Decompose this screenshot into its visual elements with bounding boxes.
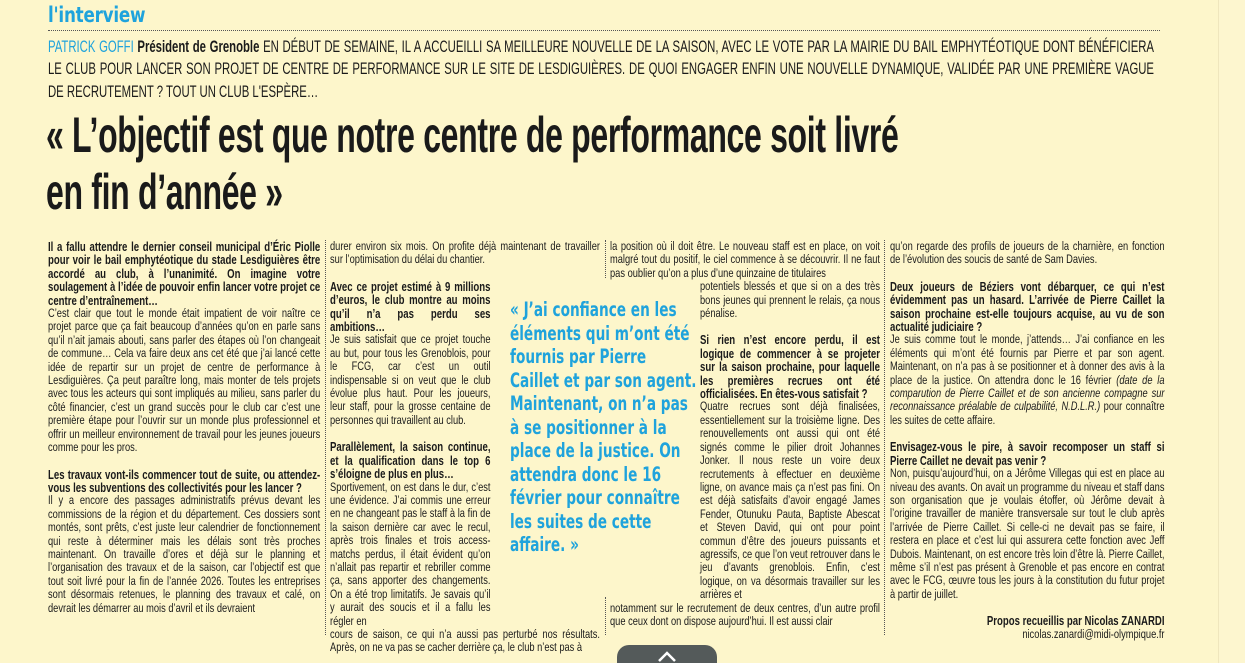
- column-divider: [884, 240, 885, 635]
- paragraph-text: Les travaux vont-ils commencer tout de suite, ou attendez-vous les subventions des collectivités pour les lancer ?: [48, 466, 321, 495]
- column-divider: [605, 597, 606, 635]
- column-2-middle-upper: [330, 280, 491, 427]
- paragraph-text: Quatre recrues sont déjà finalisées, essentiellement sur la troisième ligne. Des renouvellements ont aussi qui ont été signés comme le pilier droit Johannes Jonker. Il nous reste un voire deux recrutements à effectuer en deuxième ligne, on avance mais ça n’est pas fini. On est déjà satisfaits d’avoir engagé James Fender, Otunuku Pauta, Baptiste Abescat et Steven David, qui ont pour point commun d’être des joueurs puissants et agressifs, ce que l’on veut retrouver dans le jeu d’avants grenoblois. Enfin, c’est logique, on va désormais travailler sur les arrières et: [700, 399, 880, 602]
- interview-answer: [48, 494, 320, 615]
- interview-question: [890, 440, 1165, 467]
- column-3-top: [610, 240, 880, 280]
- interview-answer: [610, 240, 880, 280]
- paragraph-text: Propos recueillis par Nicolas ZANARDI: [986, 613, 1165, 629]
- paragraph-text: nicolas.zanardi@midi-olympique.fr: [1022, 626, 1165, 641]
- column-divider: [325, 240, 326, 635]
- column-2-bottom: [330, 628, 600, 655]
- paragraph-text: notamment sur le recrutement de deux centres, d’un autre profil que ceux dont on dispose aujourd’hui. Il est aussi clair: [610, 600, 880, 628]
- interview-question: [48, 240, 320, 307]
- interview-answer: [700, 400, 880, 601]
- headline-line-1: « L’objectif est que notre centre de performance soit livré: [46, 106, 899, 163]
- paragraph-text: Je suis satisfait que ce projet touche au but, pour tous les Grenoblois, pour le FCG, car c’est un outil indispensable si on veut que le club évolue plus haut. Pour les joueurs, leur staff, pour la grosse centaine de personnes qui travaillent au club.: [330, 332, 491, 427]
- interview-answer: [330, 240, 600, 267]
- interview-question: [330, 280, 491, 334]
- interviewee-role: Président de Grenoble: [137, 38, 260, 56]
- column-3-bottom: [610, 602, 880, 629]
- author-email: [890, 628, 1165, 641]
- paragraph-text: cours de saison, ce qui n’a aussi pas perturbé nos résultats. Après, on ne va pas se cacher derrière ça, le club n’est pas à: [330, 626, 600, 655]
- interview-question: [48, 468, 320, 495]
- column-divider: [605, 240, 606, 278]
- column-2-middle: [330, 280, 491, 628]
- column-4: [890, 240, 1165, 641]
- paragraph-text: Je suis comme tout le monde, j’attends… J’ai confiance en les éléments qui m’ont été fournis par Pierre et par son agent. Maintenant, on n’a pas à se positionner et à donner des avis à la place de la justice. On attendra donc le 16 février: [890, 332, 1165, 387]
- interview-question: [700, 333, 880, 400]
- column-2-top: [330, 240, 600, 267]
- section-kicker: l'interview: [48, 3, 146, 27]
- paragraph-text: C’est clair que tout le monde était impatient de voir naître ce projet parce que ça fait beaucoup d’années qu’on en parle sans qu’il n’ait jamais abouti, sans parler des étapes où l’on changeait de commune… Cela va faire deux ans cet été que j’ai lancé cette idée de repartir sur un projet de centre de performance à Lesdiguières. Ça peut paraître long, mais monter de tels projets avec tous les acteurs qui sont impliqués au milieu, sans parler du côté financier, c’est un grand succès pour le club car c’est une première étape pour l’ouvrir sur un monde plus professionnel et offrir un meilleur environnement de travail pour les jeunes joueurs comme pour les pros.: [48, 306, 321, 455]
- paragraph-text: pour connaître les suites de cette affaire.: [890, 399, 1165, 427]
- intro-text: EN DÉBUT DE SEMAINE, IL A ACCUEILLI SA MEILLEURE NOUVELLE DE LA SAISON, AVEC LE VOTE PAR LA MAIRIE DU BAIL EMPHYTÉOTIQUE DONT BÉNÉFICIERA LE CLUB POUR LANCER SON PROJET DE CENTRE DE PERFORMANCE SUR LE SITE DE LESDIGUIÈRES. DE QUOI ENGAGER ENFIN UNE NOUVELLE DYNAMIQUE, VALIDÉE PAR UNE PREMIÈRE VAGUE DE RECRUTEMENT ? TOUT UN CLUB L'ESPÈRE…: [48, 38, 1154, 101]
- header-divider: [48, 30, 1160, 31]
- paragraph-text: Il y a encore des passages administratifs prévus devant les commissions de la région et du département. Ces dossiers sont montés, sont prêts, c’est juste leur calendrier de fonctionnement qui reste à déterminer mais les délais sont très proches maintenant. On travaille d’ores et déjà sur le planning et l’organisation des travaux et de la saison, car l’objectif est que tout soit livré pour la fin de l’année 2026. Toutes les entreprises sont désormais retenues, le planning des travaux et calé, on devrait les démarrer au mois d’avril et ils devraient: [48, 493, 321, 615]
- paragraph-text: Il a fallu attendre le dernier conseil municipal d’Éric Piolle pour voir le bail emphytéotique du stade Lesdiguières être accordé au club, à l’unanimité. On imagine votre soulagement à l’idée de pouvoir enfin lancer votre projet ce centre d’entraînement…: [48, 239, 321, 308]
- headline-line-2: en fin d’année »: [46, 163, 283, 220]
- paragraph-text: Sportivement, on est dans le dur, c’est une évidence. J’ai commis une erreur en ne changeant pas le staff à la fin de la saison dernière car avec le recul, après trois finales et trois access-matchs perdus, il était évident qu’on n’allait pas repartir et rebriller comme ça, sans apporter des changements. On a été trop limitatifs. Je savais qu’il y aurait des soucis et il a fallu les régler en: [330, 479, 491, 628]
- interview-answer: [890, 467, 1165, 601]
- column-1-text: [48, 240, 320, 615]
- column-1: [48, 240, 320, 615]
- paragraph-text: potentiels blessés et que si on a des très bons jeunes qui prennent le relais, ça nous pénalise.: [700, 279, 880, 321]
- byline: [890, 614, 1165, 627]
- intro-standfirst: [48, 36, 1154, 103]
- interview-answer: [700, 280, 880, 320]
- scroll-up-button[interactable]: [617, 645, 717, 663]
- paragraph-text: Avec ce projet estimé à 9 millions d’euros, le club montre au moins qu’il n’a pas perdu ses ambitions…: [330, 278, 491, 335]
- column-4-text: [890, 240, 1165, 641]
- chevron-up-icon: [657, 650, 677, 662]
- paragraph-text: Parallèlement, la saison continue, et la qualification dans le top 6 s’éloigne de plus en plus…: [330, 439, 491, 482]
- page-edge: [1218, 0, 1245, 663]
- paragraph-text: Non, puisqu’aujourd’hui, on a Jérôme Villegas qui est en place au niveau des avants. On avait un programme du niveau et staff dans son organisation que je voulais étoffer, où Jérôme devait à l’origine travailler de manière transversale sur tout le club après l’arrivée de Pierre Caillet. Si celle-ci ne devait pas se faire, il restera en place et c’est lui qui assurera cette fonction avec Jeff Dubois. Maintenant, on est encore très loin d’être là. Pierre Caillet, même s’il n’est pas présent à Grenoble et pas encore en contrat avec le FCG, œuvre tous les jours à la constitution du futur projet à partir de juillet.: [890, 466, 1165, 601]
- interview-answer: [48, 307, 320, 454]
- interviewee-name: PATRICK GOFFI: [48, 38, 134, 56]
- paragraph-text: la position où il doit être. Le nouveau staff est en place, on voit malgré tout du positif, le ciel commence à se découvrir. Il ne faut pas oublier qu’on a plus d’une quinzaine de titulaires: [610, 239, 880, 280]
- column-3: [610, 240, 880, 628]
- column-3-middle: [700, 280, 880, 601]
- paragraph-text: durer environ six mois. On profite déjà maintenant de travailler sur l’optimisation du délai du chantier.: [330, 239, 600, 267]
- pull-quote: « J’ai confiance en les éléments qui m’ont été fournis par Pierre Caillet et par son agent. Maintenant, on n’a pas à se positionner à la place de la justice. On attendra donc le 16 février pour connaître les suites de cette affaire. »: [510, 298, 697, 556]
- interview-answer: [330, 481, 491, 628]
- paragraph-text: Deux joueurs de Béziers vont débarquer, ce qui n’est évidemment pas un hasard. L’arrivée de Pierre Caillet la saison prochaine est-elle toujours acquise, au vu de son actualité judiciaire ?: [890, 278, 1165, 335]
- interview-question: [330, 440, 491, 480]
- headline: [46, 107, 1070, 221]
- paragraph-text: Si rien n’est encore perdu, il est logique de commencer à se projeter sur la saison prochaine, pour laquelle les premières recrues ont été officialisées. En êtes-vous satisfait ?: [700, 332, 880, 402]
- interview-answer: [610, 602, 880, 629]
- paragraph-text: qu’on regarde des profils de joueurs de la charnière, en fonction de l’évolution des soucis de santé de Sam Davies.: [890, 239, 1165, 267]
- editor-note: (date de la comparution de Pierre Caillet et de son ancienne compagne sur reconnaissance préalable de culpabilité, N.D.L.R.): [890, 372, 1165, 414]
- column-2-middle-lower: [330, 440, 491, 628]
- article-header: [48, 36, 1160, 221]
- interview-answer: [890, 240, 1165, 267]
- interview-answer: [890, 333, 1165, 427]
- interview-answer: [330, 333, 491, 427]
- interview-answer: [330, 628, 600, 655]
- interview-question: [890, 280, 1165, 334]
- paragraph-text: Envisagez-vous le pire, à savoir recomposer un staff si Pierre Caillet ne devait pas venir ?: [890, 439, 1165, 468]
